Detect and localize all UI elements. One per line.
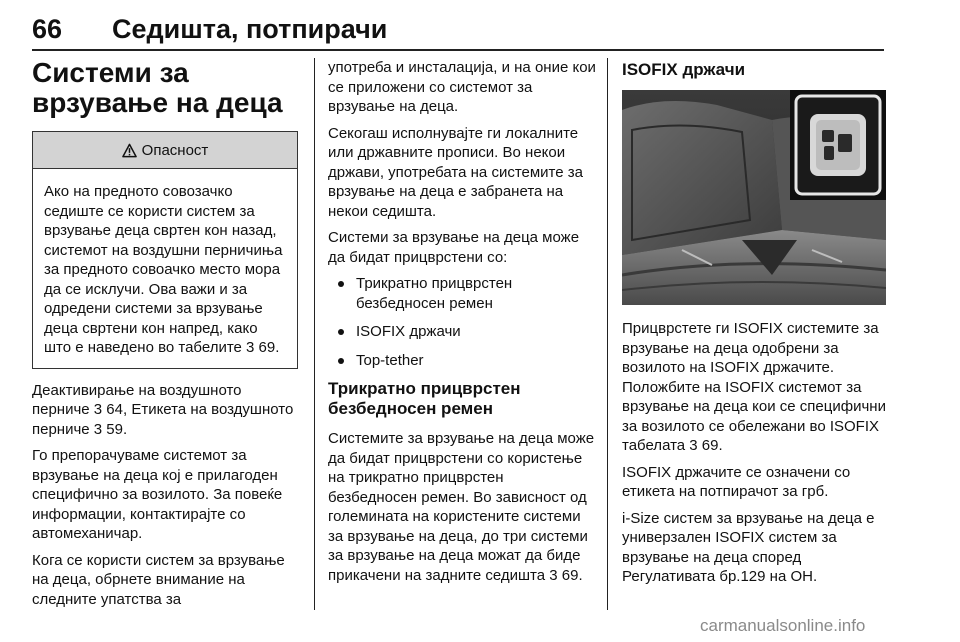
attachment-methods-paragraph: Системи за врзување на деца може да бидат прицврстени со: bbox=[328, 229, 580, 266]
header-rule bbox=[32, 49, 884, 51]
recommendation-paragraph: Го препорачуваме системот за врзување на деца кој е прилагоден специфично за возилото. За повеќе информации, контактирајте со автомеханичар. bbox=[32, 447, 283, 542]
bullet-dot bbox=[338, 281, 344, 287]
page-number: 66 bbox=[32, 14, 63, 44]
watermark: carmanualsonline.info bbox=[700, 616, 866, 635]
instructions-continued-paragraph: употреба и инсталација, и на оние кои се приложени со системот за врзување на деца. bbox=[328, 59, 596, 115]
column-divider-2 bbox=[607, 58, 608, 610]
column-1 bbox=[32, 58, 302, 616]
airbag-deactivation-paragraph: Деактивирање на воздушното перниче 3 64, Етикета на воздушното перниче 3 59. bbox=[32, 381, 294, 438]
warning-text: Ако на предното совозачко седиште се користи систем за врзување деца свртен кон назад, системот на воздушни перничиња за предното совоачко место мора да се исклучи. Ова важи и за одредени системи за врзување деца свртени кон напред, како што е наведено во табелите 3 69. bbox=[44, 183, 283, 356]
column-2 bbox=[328, 58, 596, 592]
warning-title: Опасност bbox=[141, 141, 209, 159]
list-item bbox=[328, 351, 596, 371]
warning-header bbox=[33, 132, 297, 169]
running-title: Седишта, потпирачи bbox=[112, 14, 388, 44]
three-point-belt-paragraph: Системите за врзување на деца може да бидат прицврстени со користење на трикратно прицврстен безбедносен ремен. Во зависност од големината на користените системи за врзување на деца, до три системи за врзување на деца можат да биде прикачени на задните седишта 3 69. bbox=[328, 430, 595, 584]
i-size-paragraph: i-Size систем за врзување на деца е универзален ISOFIX систем за врзување на деца според Регулативата бр.129 на ОН. bbox=[622, 509, 875, 585]
usage-instructions-paragraph: Кога се користи систем за врзување на деца, обрнете внимание на следните упатства за bbox=[32, 551, 285, 608]
attachment-methods-list bbox=[328, 274, 596, 370]
column-divider-1 bbox=[314, 58, 315, 610]
isofix-label-paragraph: ISOFIX држачите се означени со етикета на потпирачот за грб. bbox=[622, 463, 851, 500]
isofix-attach-paragraph: Прицврстете ги ISOFIX системите за врзување на деца одобрени за возилото на ISOFIX држачите. Положбите на ISOFIX системот за врзување на деца кои се специфични за возилото се обележани во ISOFIX табелата 3 69. bbox=[622, 320, 886, 454]
three-point-belt-heading: Трикратно прицврстен безбедносен ремен bbox=[328, 379, 521, 418]
isofix-seat-photo bbox=[622, 90, 886, 305]
list-item-text: ISOFIX држачи bbox=[356, 323, 461, 340]
isofix-heading: ISOFIX држачи bbox=[622, 60, 746, 79]
regulations-paragraph: Секогаш исполнувајте ги локалните или државните прописи. Во некои држави, употребата на системите за врзување на деца е забранета на некои седишта. bbox=[328, 124, 583, 220]
list-item bbox=[328, 274, 596, 313]
page-header bbox=[32, 14, 884, 58]
column-3 bbox=[622, 58, 886, 594]
warning-box bbox=[32, 131, 298, 369]
bullet-dot bbox=[338, 358, 344, 364]
warning-triangle-icon bbox=[122, 143, 137, 158]
list-item bbox=[328, 322, 596, 342]
list-item-text: Top-tether bbox=[356, 351, 424, 369]
list-item-text: Трикратно прицврстен безбедносен ремен bbox=[356, 275, 513, 312]
bullet-dot bbox=[338, 329, 344, 335]
section-title: Системи за врзување на деца bbox=[32, 57, 283, 118]
